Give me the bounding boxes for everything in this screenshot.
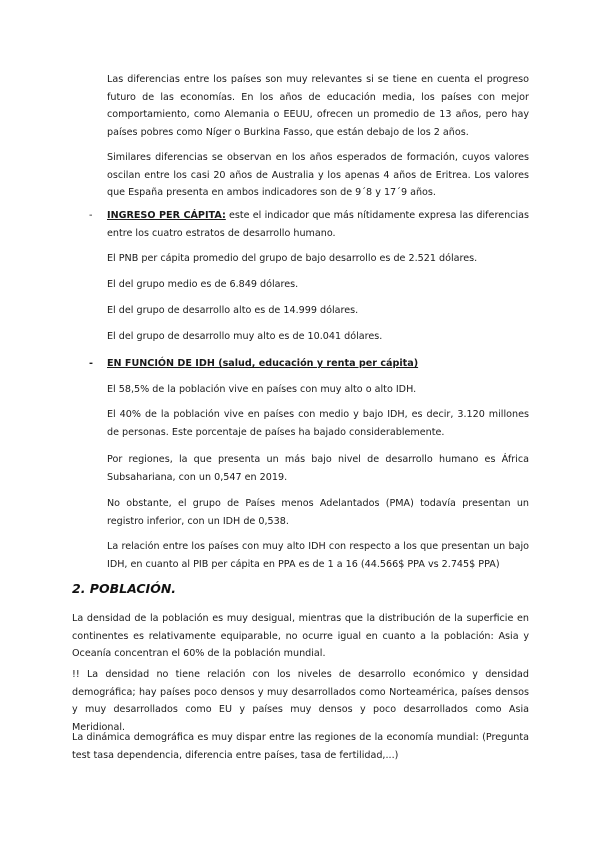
ingreso-intro-text: este el indicador que más nítidamente expresa las diferencias entre los cuatro estratos de desarrollo humano. — [107, 210, 529, 239]
paragraph-ingreso-intro — [107, 207, 529, 242]
idh-item: El 58,5% de la población vive en países con muy alto o alto IDH. — [107, 384, 417, 395]
idh-item: No obstante, el grupo de Países menos Adelantados (PMA) todavía presentan un registro inferior, con un IDH de 0,538. — [107, 498, 529, 527]
paragraph-dinamica: La dinámica demográfica es muy dispar entre las regiones de la economía mundial: (Pregunta test tasa dependencia, diferencia entre países, tasa de fertilidad,...) — [72, 732, 529, 761]
heading-ingreso: INGRESO PER CÁPITA: — [107, 210, 226, 221]
heading-idh: EN FUNCIÓN DE IDH (salud, educación y renta per cápita) — [107, 358, 419, 369]
paragraph-idh-heading — [107, 355, 529, 373]
bullet-ingreso: - — [89, 210, 93, 221]
ingreso-item: El del grupo de desarrollo alto es de 14.999 dólares. — [107, 305, 359, 316]
idh-item: Por regiones, la que presenta un más bajo nivel de desarrollo humano es África Subsahariana, con un 0,547 en 2019. — [107, 454, 529, 483]
idh-item: La relación entre los países con muy alto IDH con respecto a los que presentan un bajo IDH, en cuanto al PIB per cápita en PPA es de 1 a 16 (44.566$ PPA vs 2.745$ PPA) — [107, 541, 529, 570]
ingreso-item: El del grupo de desarrollo muy alto es de 10.041 dólares. — [107, 331, 383, 342]
paragraph-densidad: La densidad de la población es muy desigual, mientras que la distribución de la superficie en continentes es relativamente equiparable, no ocurre igual en cuanto a la población: Asia y Oceanía concentran el 60% de la población mundial. — [72, 613, 529, 659]
paragraph-expected-years: Similares diferencias se observan en los años esperados de formación, cuyos valores oscilan entre los casi 20 años de Australia y los apenas 4 años de Eritrea. Los valores que España presenta en ambos indicadores son de 9´8 y 17´9 años. — [107, 152, 529, 198]
paragraph-densidad-nota: !! La densidad no tiene relación con los niveles de desarrollo económico y densidad demográfica; hay países poco densos y muy desarrollados como Norteamérica, países densos y muy desarrollados como EU y países muy densos y poco desarrollados como Asia Meridional. — [72, 669, 529, 733]
section-heading-poblacion: 2. POBLACIÓN. — [72, 581, 177, 596]
ingreso-item: El PNB per cápita promedio del grupo de bajo desarrollo es de 2.521 dólares. — [107, 253, 478, 264]
ingreso-item: El del grupo medio es de 6.849 dólares. — [107, 279, 299, 290]
idh-item: El 40% de la población vive en países con medio y bajo IDH, es decir, 3.120 millones de personas. Este porcentaje de países ha bajado considerablemente. — [107, 409, 529, 438]
bullet-idh: - — [89, 358, 93, 369]
paragraph-education-differences: Las diferencias entre los países son muy relevantes si se tiene en cuenta el progreso futuro de las economías. En los años de educación media, los países con mejor comportamiento, como Alemania o EEUU, ofrecen un promedio de 13 años, pero hay países pobres como Níger o Burkina Fasso, que están debajo de los 2 años. — [107, 74, 529, 138]
